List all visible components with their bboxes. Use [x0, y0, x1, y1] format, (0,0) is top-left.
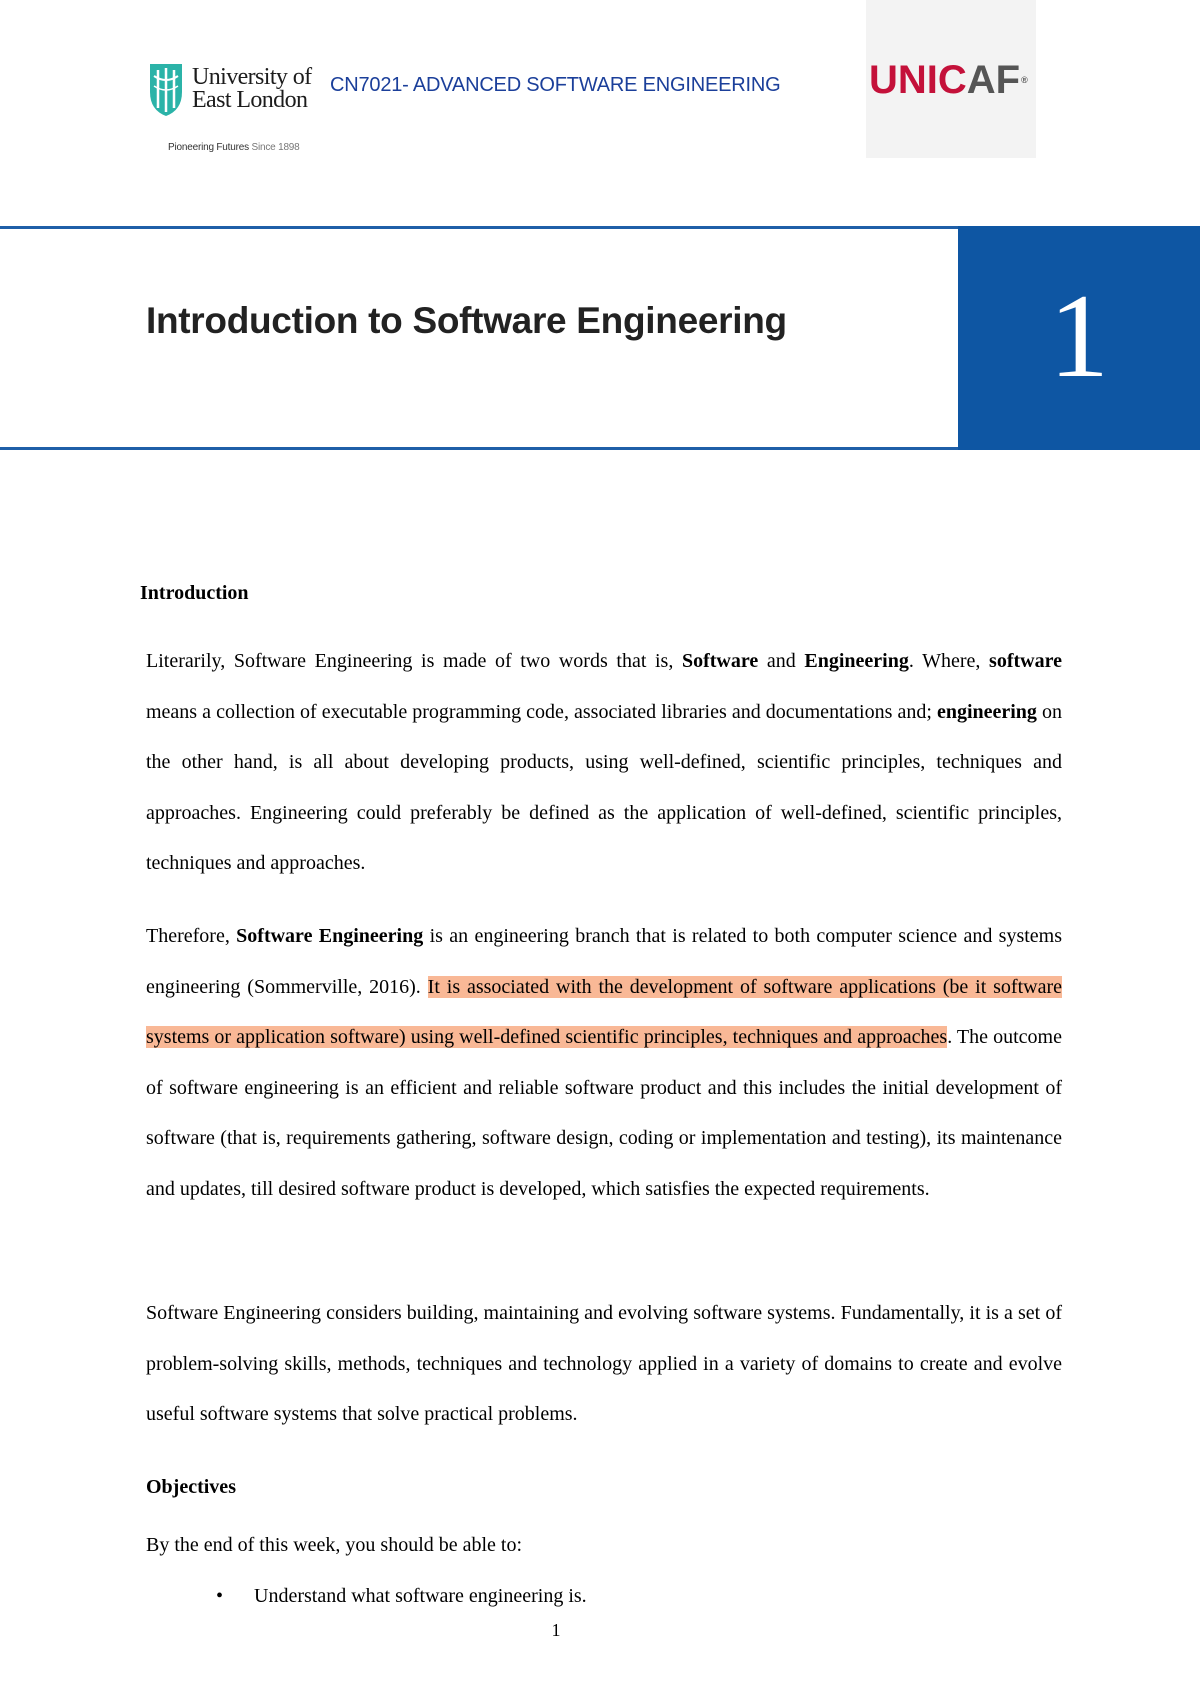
text-run: on the other hand, is all about developing products, using well-defined, scientific principles, techniques and approaches. Engineering could preferably be defined as the application of well-defined, scientific principles, techniques and approaches.	[146, 700, 1062, 874]
university-tagline	[168, 142, 300, 153]
banner-top-rule	[0, 226, 958, 229]
university-name-line2: East London	[192, 87, 308, 113]
highlighted-text: It is associated with the development of software applications (be it software systems or application software) using well-defined scientific principles, techniques and approaches	[146, 975, 1062, 1048]
text-run: means a collection of executable programming code, associated libraries and documentations and;	[146, 700, 937, 723]
bold-term: Software Engineering	[236, 925, 424, 947]
objectives-intro: By the end of this week, you should be able to:	[146, 1534, 523, 1556]
objective-item	[216, 1585, 587, 1608]
bold-term: Software	[681, 650, 759, 672]
text-run: is an engineering branch that is related to both computer science and systems engineering (Sommerville, 2016).	[146, 925, 1063, 998]
text-run: Therefore,	[146, 925, 237, 947]
tagline-since: Since 1898	[248, 142, 300, 153]
university-emblem-icon	[148, 62, 184, 118]
introduction-paragraph-2	[146, 911, 1062, 1214]
chapter-number: 1	[1049, 269, 1109, 402]
bold-term: software	[989, 650, 1062, 672]
text-run: . The outcome of software engineering is an efficient and reliable software product and this includes the initial development of software (that is, requirements gathering, software design, coding or implementation and testing), its maintenance and updates, till desired software product is developed, which satisfies the expected requirements.	[146, 1026, 1062, 1200]
university-name-line1: University of	[192, 64, 312, 90]
bullet-icon: •	[216, 1585, 224, 1607]
text-run: Literarily, Software Engineering is made of two words that is,	[146, 650, 682, 672]
course-code: CN7021- ADVANCED SOFTWARE ENGINEERING	[330, 74, 781, 96]
introduction-heading: Introduction	[140, 582, 249, 604]
tagline-main: Pioneering Futures	[168, 142, 249, 153]
objectives-list	[216, 1585, 587, 1608]
chapter-number-box	[958, 226, 1200, 450]
objective-text: Understand what software engineering is.	[254, 1585, 587, 1607]
bold-term: engineering	[936, 700, 1037, 723]
introduction-paragraph-3: Software Engineering considers building, maintaining and evolving software systems. Fundamentally, it is a set of problem-solving skills, methods, techniques and technology applied in a variety of domains to create and evolve useful software systems that solve practical problems.	[146, 1302, 1062, 1425]
university-name	[192, 66, 312, 112]
university-logo	[148, 62, 318, 162]
text-run: and	[758, 650, 805, 672]
banner-bottom-rule	[0, 447, 958, 450]
chapter-banner	[0, 226, 1200, 450]
page-number: 1	[551, 1620, 561, 1640]
partner-logo-part2: AF	[966, 58, 1021, 102]
introduction-paragraph-1	[146, 636, 1062, 889]
bold-term: Engineering	[804, 650, 909, 672]
partner-logo-part1: UNIC	[869, 58, 967, 102]
registered-mark: ®	[1021, 75, 1028, 85]
objectives-heading: Objectives	[146, 1476, 236, 1498]
text-run: . Where,	[908, 650, 990, 672]
chapter-title: Introduction to Software Engineering	[146, 300, 787, 341]
partner-logo	[869, 56, 1028, 104]
